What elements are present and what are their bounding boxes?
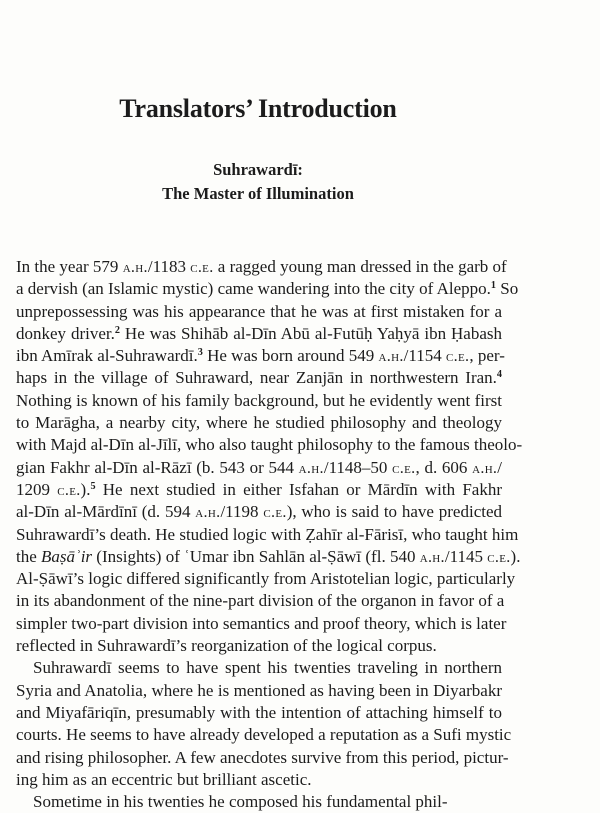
text-run: (Insights) of ʿUmar ibn Sahlān al-Ṣāwī (fl. 540 (92, 546, 420, 566)
page-title: Translators’ Introduction (119, 94, 397, 123)
text-line (16, 657, 502, 679)
text-run: reflected in Suhrawardī’s reorganization of the logical corpus. (16, 636, 437, 656)
text-line (16, 568, 516, 590)
text-run: /1154 (403, 346, 447, 366)
text-run: Suhrawardī seems to have spent his twenties traveling in northern (33, 658, 502, 678)
text-line (16, 635, 502, 657)
text-run: /1183 (147, 257, 191, 276)
text-run: a ragged young man dressed in the garb of (213, 257, 507, 276)
text-run: to Marāgha, a nearby city, where he studied philosophy and theology (16, 413, 502, 433)
text-run: and rising philosopher. A few anecdotes survive from this period, pictur- (16, 747, 509, 767)
era-abbreviation: a.h. (298, 459, 324, 477)
text-run: , d. 606 (415, 457, 473, 477)
text-run: In the year 579 (16, 257, 123, 276)
text-line (16, 680, 502, 702)
text-line (16, 791, 502, 813)
text-line (16, 323, 502, 345)
text-line (16, 546, 521, 568)
text-line (16, 278, 519, 300)
text-run: He was born around 549 (202, 346, 379, 366)
text-run: the (16, 546, 42, 566)
text-run: ). (510, 546, 521, 566)
era-abbreviation: a.h. (122, 259, 148, 276)
text-run: unprepossessing was his appearance that he was at first mistaken for a (16, 301, 502, 321)
section-heading-name: Suhrawardī: (213, 160, 303, 179)
era-abbreviation: c.e. (392, 459, 416, 477)
era-abbreviation: a.h. (472, 459, 498, 477)
text-line (16, 367, 502, 389)
text-run: , per- (469, 346, 505, 366)
text-run: /1145 (444, 546, 488, 566)
text-run: and Miyafāriqīn, presumably with the intention of attaching himself to (16, 702, 502, 722)
era-abbreviation: a.h. (378, 348, 404, 366)
text-line (16, 747, 509, 769)
text-line (16, 345, 505, 367)
text-line (16, 613, 507, 635)
era-abbreviation: a.h. (419, 548, 445, 566)
text-run: gian Fakhr al-Dīn al-Rāzī (b. 543 or 544 (16, 457, 299, 477)
era-abbreviation: c.e. (487, 548, 511, 566)
text-run: So (496, 279, 519, 299)
text-run: Nothing is known of his family background, but he evidently went first (16, 390, 502, 410)
text-run: courts. He seems to have already developed a reputation as a Sufi mystic (16, 725, 512, 745)
text-run: Suhrawardī’s death. He studied logic with Ẓahīr al-Fārisī, who taught him (16, 524, 519, 544)
text-run: He next studied in either Isfahan or Mārdīn with Fakhr (95, 479, 502, 499)
text-run: Al-Ṣāwī’s logic differed significantly from Aristotelian logic, particularly (16, 569, 516, 589)
text-line (16, 524, 519, 546)
text-run: donkey driver. (16, 323, 115, 343)
text-run: ing him as an eccentric but brilliant ascetic. (16, 769, 312, 789)
text-run: ibn Amīrak al-Suhrawardī. (16, 346, 198, 366)
footnote-marker: 2 (114, 324, 120, 336)
era-abbreviation: c.e. (57, 481, 81, 499)
text-run: Syria and Anatolia, where he is mentioned as having been in Diyarbakr (16, 680, 502, 700)
text-run: al-Dīn al-Mārdīnī (d. 594 (16, 502, 196, 522)
text-line (16, 769, 502, 791)
text-line (16, 457, 502, 479)
text-run: a dervish (an Islamic mystic) came wandering into the city of Aleppo. (16, 279, 491, 299)
text-run: He was Shihāb al-Dīn Abū al-Futūḥ Yaḥyā ibn Ḥabash (119, 323, 502, 343)
text-run: with Majd al-Dīn al-Jīlī, who also taught philosophy to the famous theolo- (16, 435, 523, 455)
text-run: Sometime in his twenties he composed his fundamental phil- (33, 792, 448, 812)
era-abbreviation: c.e. (263, 504, 287, 522)
footnote-marker: 3 (197, 347, 203, 359)
footnote-marker: 5 (90, 480, 96, 492)
footnote-marker: 4 (496, 369, 502, 381)
text-line (16, 479, 502, 501)
text-run: /1148–50 (323, 457, 393, 477)
era-abbreviation: c.e. (446, 348, 470, 366)
text-line (16, 590, 505, 612)
era-abbreviation: a.h. (195, 504, 221, 522)
text-line (16, 412, 502, 434)
italic-title: Baṣāʾir (41, 546, 93, 566)
text-run: ). (80, 479, 91, 499)
text-run: /1198 (220, 502, 264, 522)
text-line (16, 501, 502, 523)
text-line (16, 301, 502, 323)
text-line (16, 434, 523, 456)
text-line (16, 702, 502, 724)
text-run: / (497, 457, 503, 477)
text-line (16, 390, 502, 412)
body-text (16, 256, 523, 813)
section-heading-subtitle: The Master of Illumination (162, 184, 354, 203)
text-run: in its abandonment of the nine-part division of the organon in favor of a (16, 591, 505, 611)
text-line (16, 724, 512, 746)
text-run: ), who is said to have predicted (286, 502, 503, 522)
text-run: haps in the village of Suhraward, near Zanjān in northwestern Iran. (16, 368, 497, 388)
text-run: 1209 (16, 479, 58, 499)
text-run: simpler two-part division into semantics and proof theory, which is later (16, 613, 507, 633)
era-abbreviation: c.e. (190, 259, 214, 276)
text-line (16, 256, 507, 278)
footnote-marker: 1 (490, 280, 497, 292)
